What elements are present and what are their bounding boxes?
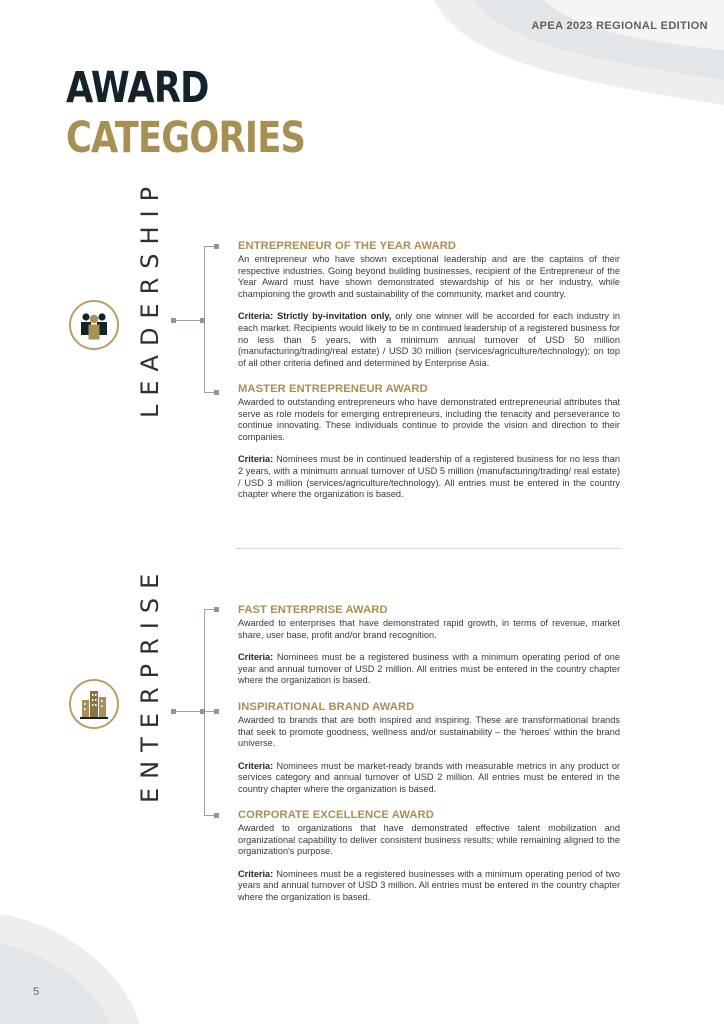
award-criteria: [238, 454, 620, 500]
award-description: Awarded to outstanding entrepreneurs who have demonstrated entrepreneurial attributes that serve as role models for emerging entrepreneurs, including the tenacity and perseverance to continue innovating. These individuals continue to provide the vision and direction to their companies.: [238, 397, 620, 442]
criteria-text: Nominees must be a registered businesses with a minimum operating period of two years and annual turnover of USD 3 million. All entries must be entered in the country chapter where the organization is based.: [238, 868, 620, 902]
page-title-line-2: CATEGORIES: [66, 113, 306, 163]
criteria-text: only one winner will be accorded for each industry in each market. Recipients would likely to be in continued leadership of a registered business for no less than 5 years, with a minimum annual turnover of USD 50 million (manufacturing/trading/real estate) / USD 30 million (services/agriculture/technology); on top of all other criteria defined and determined by Enterprise Asia.: [238, 311, 620, 368]
criteria-label: Criteria:: [238, 652, 274, 663]
connector-dot: [214, 607, 219, 612]
connector-dot: [200, 318, 205, 323]
criteria-label: Criteria:: [238, 311, 274, 322]
criteria-text: Nominees must be market-ready brands with measurable metrics in any product or services category and annual turnover of USD 2 million. All entries must be entered in the country chapter where the organization is based.: [238, 760, 620, 794]
edition-label: APEA 2023 REGIONAL EDITION: [531, 20, 708, 32]
award-title: CORPORATE EXCELLENCE AWARD: [238, 809, 434, 821]
connector-dot: [214, 709, 219, 714]
connector-dot: [214, 390, 219, 395]
award-fast-enterprise: [238, 604, 620, 687]
section-divider: [236, 548, 620, 549]
connector-dot: [171, 709, 176, 714]
award-criteria: [238, 652, 620, 687]
award-description: Awarded to enterprises that have demonstrated rapid growth, in terms of revenue, market share, user base, profit and/or brand recognition.: [238, 618, 620, 640]
leadership-icon-circle: [69, 300, 119, 350]
award-criteria: [238, 869, 620, 904]
award-corporate-excellence: [238, 809, 620, 904]
people-icon: [76, 307, 112, 343]
connector-dot: [214, 244, 219, 249]
criteria-label: Criteria:: [238, 760, 274, 771]
page-number: 5: [33, 986, 40, 998]
connector-dot: [214, 813, 219, 818]
connector-dot: [200, 709, 205, 714]
award-title: FAST ENTERPRISE AWARD: [238, 604, 388, 616]
section-label-leadership: LEADERSHIP: [136, 177, 164, 418]
award-entrepreneur-of-the-year: [238, 240, 620, 369]
award-inspirational-brand: [238, 701, 620, 796]
award-title: MASTER ENTREPRENEUR AWARD: [238, 383, 428, 395]
award-title: INSPIRATIONAL BRAND AWARD: [238, 701, 415, 713]
criteria-label: Criteria:: [238, 868, 274, 879]
award-criteria: [238, 311, 620, 369]
criteria-label: Criteria:: [238, 454, 274, 465]
criteria-text: Nominees must be in continued leadership of a registered business for no less than 2 years, with a minimum annual turnover of USD 5 million (manufacturing/trading/ real estate) / USD 3 million (services/agriculture/technology). All entries must be entered in the country chapter where the organization is based.: [238, 454, 620, 500]
bottom-left-swirl-decoration: [0, 914, 140, 1024]
award-description: An entrepreneur who have shown exceptional leadership and are the captains of their respective industries. Going beyond building businesses, recipient of the Entrepreneur of the Year Award must have shown demonstrated stewardship of his or her industry, while championing the growth and sustainability of the community, market and country.: [238, 254, 620, 299]
enterprise-connector: [172, 711, 218, 712]
criteria-text: Nominees must be a registered business with a minimum operating period of one year and annual turnover of USD 2 million. All entries must be entered in the country chapter where the organization is based.: [238, 652, 620, 686]
page-title-line-1: AWARD: [66, 63, 209, 113]
award-title: ENTREPRENEUR OF THE YEAR AWARD: [238, 240, 457, 252]
award-description: Awarded to organizations that have demonstrated effective talent mobilization and organizational capability to deliver consistent business results; while remaining aligned to the organization's purpose.: [238, 823, 620, 857]
section-label-enterprise: ENTERPRISE: [136, 564, 164, 803]
enterprise-icon-circle: [69, 679, 119, 729]
criteria-bold-text: Strictly by-invitation only,: [277, 311, 392, 322]
award-criteria: [238, 761, 620, 796]
connector-dot: [171, 318, 176, 323]
top-right-swirl-decoration: [434, 0, 724, 110]
award-master-entrepreneur: [238, 383, 620, 501]
award-description: Awarded to brands that are both inspired and inspiring. These are transformational brands that seek to promote goodness, wellness and/or sustainability – the 'heroes' within the brand universe.: [238, 715, 620, 749]
buildings-icon: [76, 686, 112, 722]
